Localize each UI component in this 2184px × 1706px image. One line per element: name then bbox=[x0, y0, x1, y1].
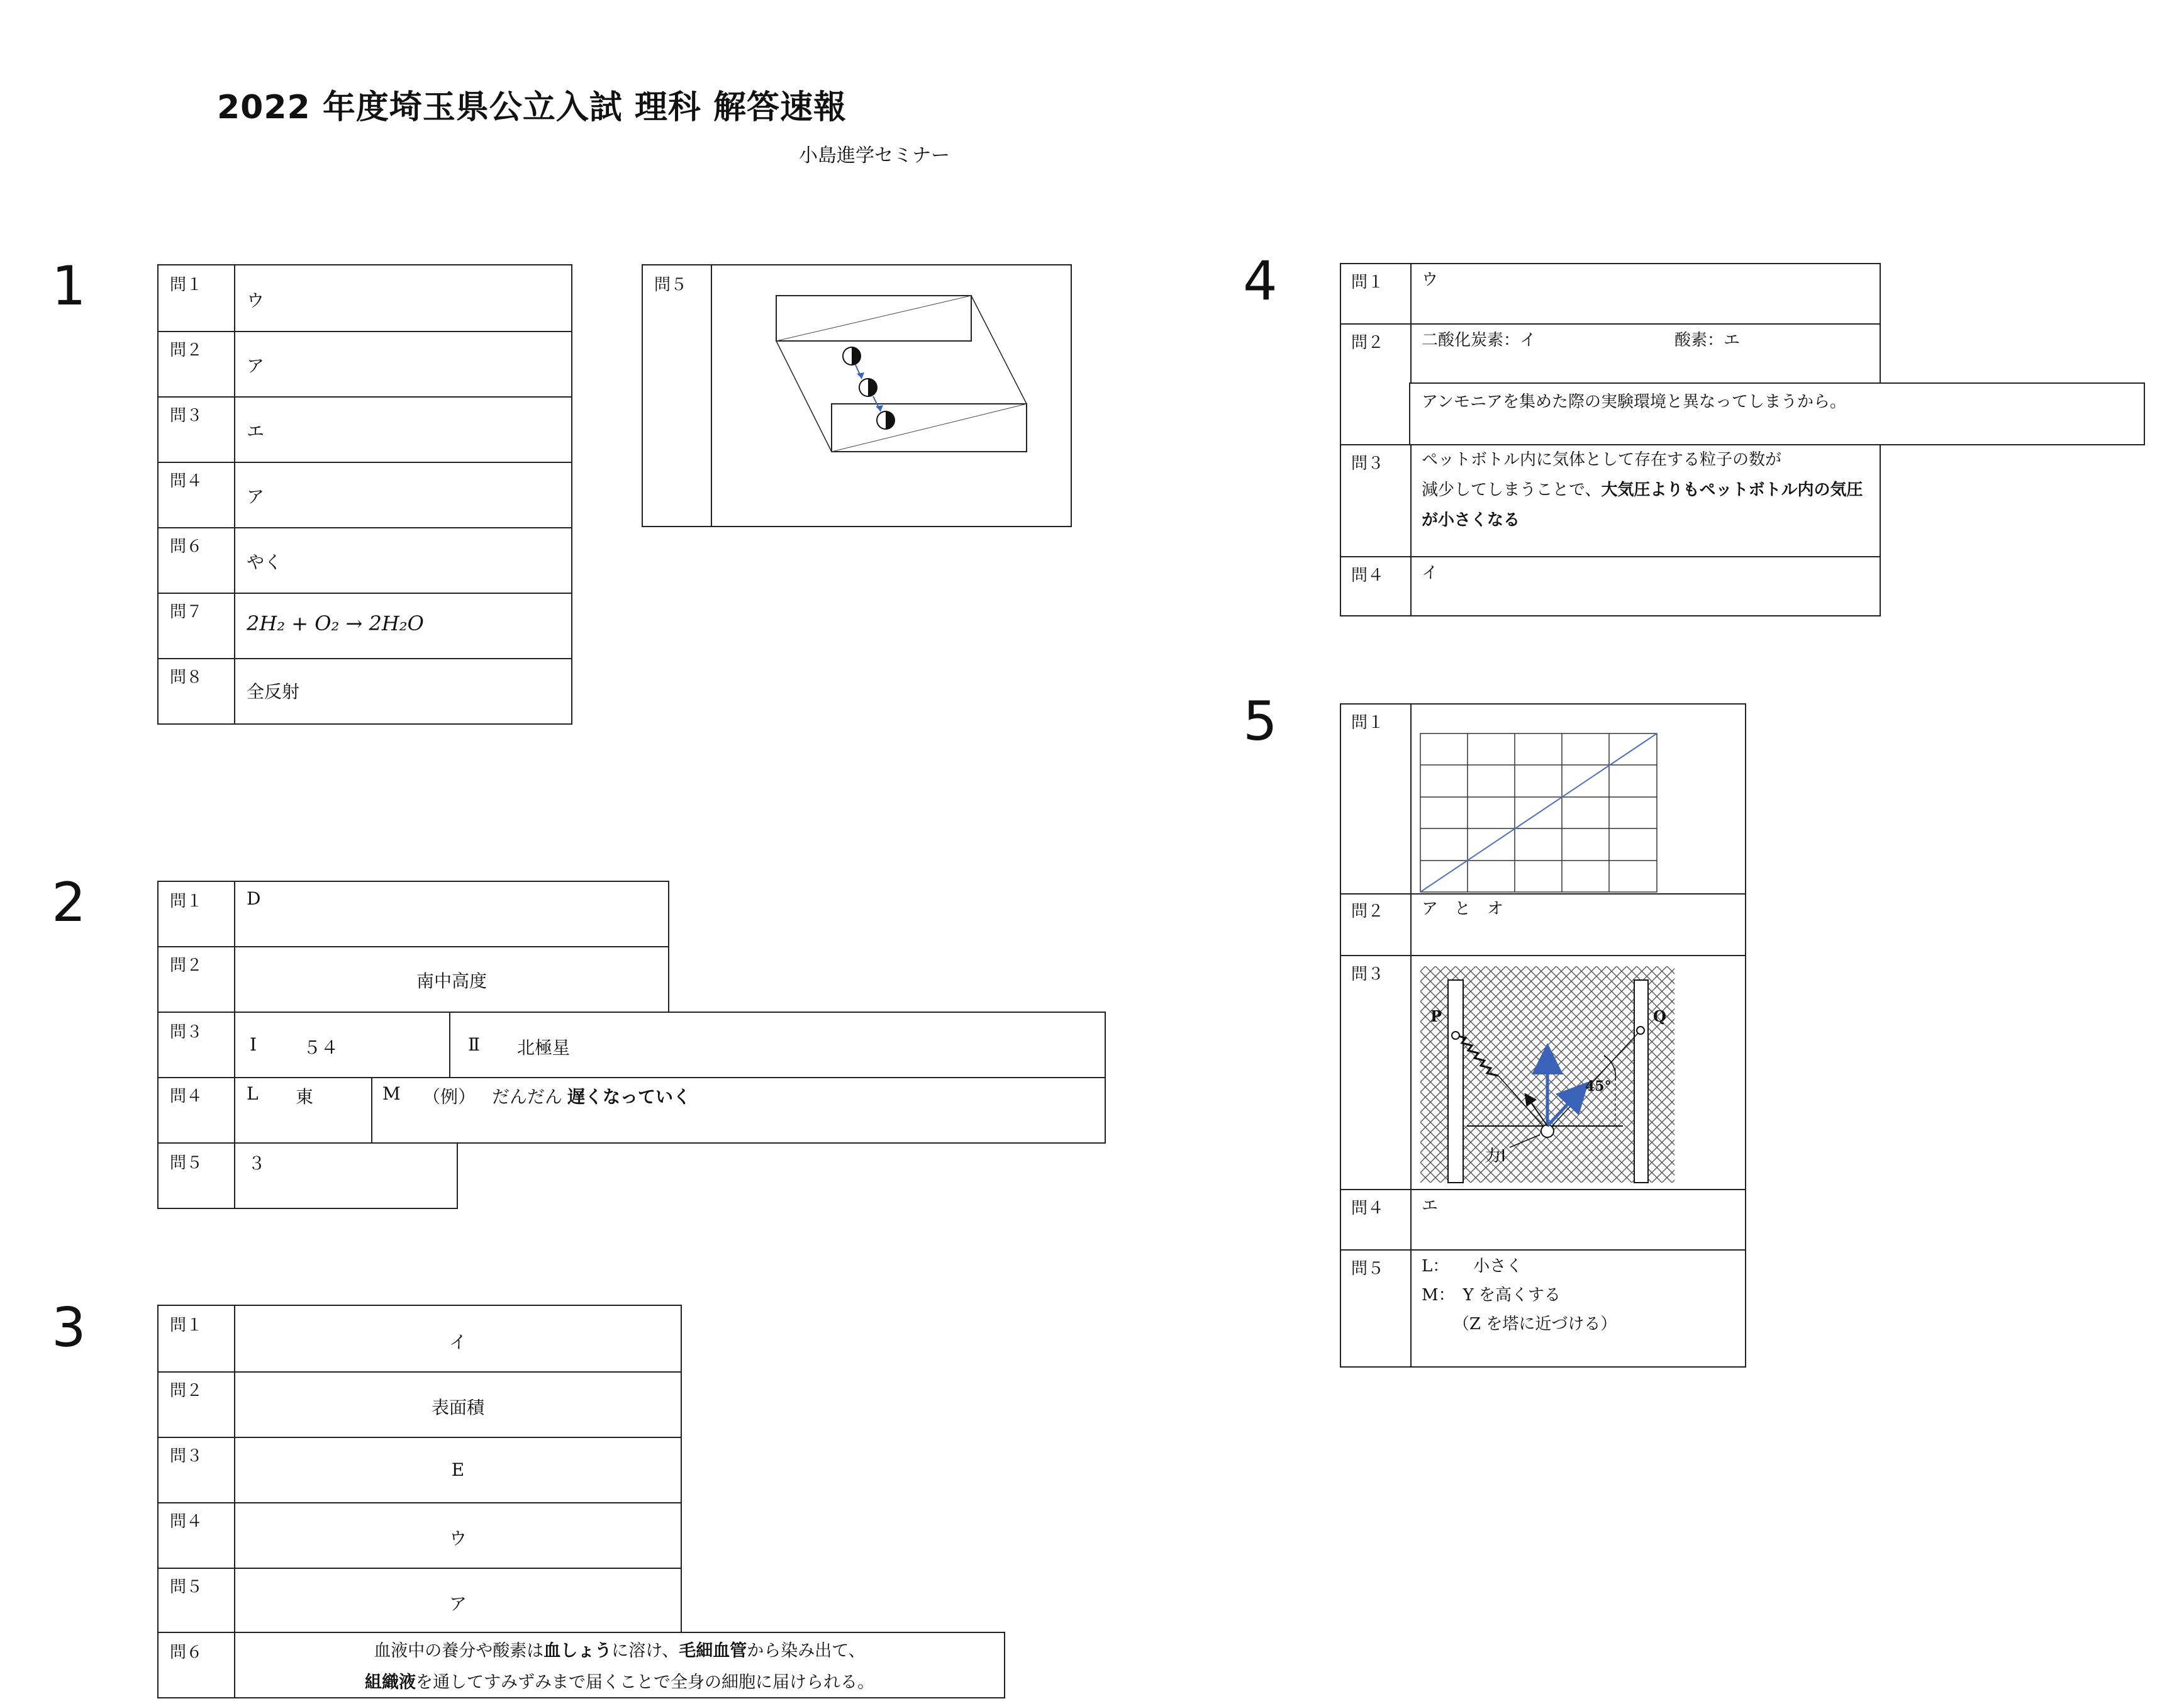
page-title: 2022 年度埼玉県公立入試 理科 解答速報 bbox=[217, 89, 847, 126]
tower-q bbox=[1634, 980, 1648, 1183]
s4-q3-line-1: ペットボトル内に気体として存在する粒子の数が bbox=[1422, 450, 1782, 469]
section-number-2: 2 bbox=[52, 871, 86, 934]
s1-q6-label: 問６ bbox=[170, 537, 203, 556]
s3-q5-label: 問５ bbox=[170, 1578, 203, 1597]
s4-q4-label: 問４ bbox=[1351, 566, 1384, 585]
s5-q5-label: 問５ bbox=[1351, 1259, 1384, 1278]
s1-q1-label: 問１ bbox=[170, 276, 203, 294]
s5-q3-force-diagram bbox=[1415, 961, 1680, 1185]
s2-q1-q2-box bbox=[157, 881, 669, 1013]
s3-q3-label: 問３ bbox=[170, 1447, 203, 1466]
s3-q2-answer: 表面積 bbox=[431, 1397, 484, 1418]
s4-q2-reason-box bbox=[1409, 382, 2145, 445]
s5-q1-label: 問１ bbox=[1351, 713, 1384, 732]
s5-q5-note: （Z を塔に近づける） bbox=[1453, 1315, 1617, 1334]
s3-q4-answer: ウ bbox=[448, 1528, 467, 1549]
s3-q6-label: 問６ bbox=[170, 1643, 203, 1662]
s1-q2-answer: ア bbox=[247, 355, 265, 376]
s1-q1-answer: ウ bbox=[247, 290, 265, 311]
s1-answer-table bbox=[157, 264, 572, 725]
s1-q3-label: 問３ bbox=[170, 406, 203, 425]
organization-name: 小島進学セミナー bbox=[799, 145, 950, 167]
s4-q2-label: 問２ bbox=[1351, 333, 1384, 352]
s1-q6-answer: やく bbox=[247, 552, 282, 572]
s3-q1-answer: イ bbox=[448, 1332, 467, 1352]
s2-q5-label: 問５ bbox=[170, 1154, 203, 1173]
s5-q4-answer: エ bbox=[1422, 1196, 1439, 1215]
s2-q4-label: 問４ bbox=[170, 1087, 203, 1106]
s5-q3-label: 問３ bbox=[1351, 965, 1384, 984]
s5-q2-label: 問２ bbox=[1351, 902, 1384, 921]
s2-q4-l-answer: 東 bbox=[296, 1086, 314, 1107]
section-number-4: 4 bbox=[1243, 250, 1278, 313]
section-number-3: 3 bbox=[52, 1296, 86, 1359]
s2-q4-m-plain: だんだん bbox=[492, 1086, 563, 1107]
s5-q5-m: M： Y を高くする bbox=[1422, 1286, 1561, 1305]
s2-q3-i-answer: ５４ bbox=[303, 1037, 339, 1058]
s4-q2-o2: 酸素：エ bbox=[1674, 331, 1741, 350]
s4-q1-label: 問１ bbox=[1351, 273, 1384, 292]
s1-q8-answer: 全反射 bbox=[247, 681, 300, 702]
s5-q4-label: 問４ bbox=[1351, 1199, 1384, 1218]
s5-q5-l: L： 小さく bbox=[1422, 1257, 1523, 1276]
s3-q6-line-1: 血液中の養分や酸素は血しょうに溶け、毛細血管から染み出て、 bbox=[374, 1641, 866, 1661]
s2-q4-m-label: M bbox=[382, 1083, 401, 1104]
s2-q5-answer: ３ bbox=[248, 1153, 266, 1174]
label-p: P bbox=[1430, 1007, 1442, 1025]
s2-q3-label: 問３ bbox=[170, 1023, 203, 1042]
force-label: 力Ⅰ bbox=[1485, 1147, 1506, 1166]
s2-q3-q4-box bbox=[157, 1012, 1106, 1144]
s3-answer-table bbox=[157, 1305, 682, 1634]
s1-q5-label: 問５ bbox=[654, 276, 688, 294]
refraction-diagram bbox=[756, 291, 1033, 479]
ring-icon bbox=[1541, 1125, 1554, 1137]
label-q: Q bbox=[1653, 1007, 1666, 1025]
s2-q4-l-label: L bbox=[247, 1083, 259, 1104]
s4-q1-answer: ウ bbox=[1422, 270, 1439, 289]
s4-q2-reason: アンモニアを集めた際の実験環境と異なってしまうから。 bbox=[1422, 393, 1846, 411]
s4-q2-co2: 二酸化炭素：イ bbox=[1422, 331, 1537, 350]
s1-q8-label: 問８ bbox=[170, 668, 203, 687]
s2-q5-box bbox=[157, 1142, 458, 1209]
s5-q2-answer: ア と オ bbox=[1422, 900, 1504, 918]
s3-q1-label: 問１ bbox=[170, 1316, 203, 1335]
s4-q3-label: 問３ bbox=[1351, 454, 1384, 473]
s1-q3-answer: エ bbox=[247, 421, 265, 442]
s2-q3-i-label: Ⅰ bbox=[250, 1034, 257, 1055]
s2-q3-ii-label: Ⅱ bbox=[468, 1034, 481, 1055]
s3-q2-label: 問２ bbox=[170, 1381, 203, 1400]
s5-q1-graph bbox=[1419, 732, 1658, 893]
s3-q3-answer: E bbox=[451, 1459, 465, 1480]
s3-q5-answer: ア bbox=[448, 1593, 467, 1614]
s5-q1-graph-line bbox=[1420, 733, 1657, 892]
s2-q4-m-prefix: （例） bbox=[423, 1086, 476, 1107]
s3-q4-label: 問４ bbox=[170, 1512, 203, 1531]
section-number-5: 5 bbox=[1243, 690, 1278, 753]
s2-q4-m-bold: 遅くなっていく bbox=[567, 1086, 691, 1107]
s2-q1-answer: D bbox=[247, 888, 261, 909]
s1-q7-label: 問７ bbox=[170, 603, 203, 622]
s2-q2-label: 問２ bbox=[170, 956, 203, 975]
s4-q3-line-2: 減少してしまうことで、大気圧よりもペットボトル内の気圧 bbox=[1422, 481, 1863, 499]
section-number-1: 1 bbox=[52, 255, 86, 318]
s3-q6-box bbox=[157, 1632, 1005, 1698]
s4-q4-answer: イ bbox=[1422, 564, 1439, 583]
s5-answer-table bbox=[1340, 703, 1746, 1368]
s1-q4-label: 問４ bbox=[170, 472, 203, 491]
s2-q1-label: 問１ bbox=[170, 892, 203, 911]
s1-q5-box bbox=[642, 264, 1072, 527]
s3-q6-line-2: 組織液を通してすみずみまで届くことで全身の細胞に届けられる。 bbox=[365, 1673, 874, 1692]
s1-q7-answer: 2H₂ + O₂ → 2H₂O bbox=[247, 611, 424, 635]
s2-q3-ii-answer: 北極星 bbox=[517, 1037, 571, 1058]
s1-q4-answer: ア bbox=[247, 486, 265, 507]
s4-q3-line-3: が小さくなる bbox=[1422, 511, 1520, 530]
s2-q2-answer: 南中高度 bbox=[416, 971, 487, 991]
s1-q2-label: 問２ bbox=[170, 341, 203, 360]
angle-label: 45° bbox=[1585, 1078, 1612, 1095]
tower-p bbox=[1448, 980, 1463, 1183]
